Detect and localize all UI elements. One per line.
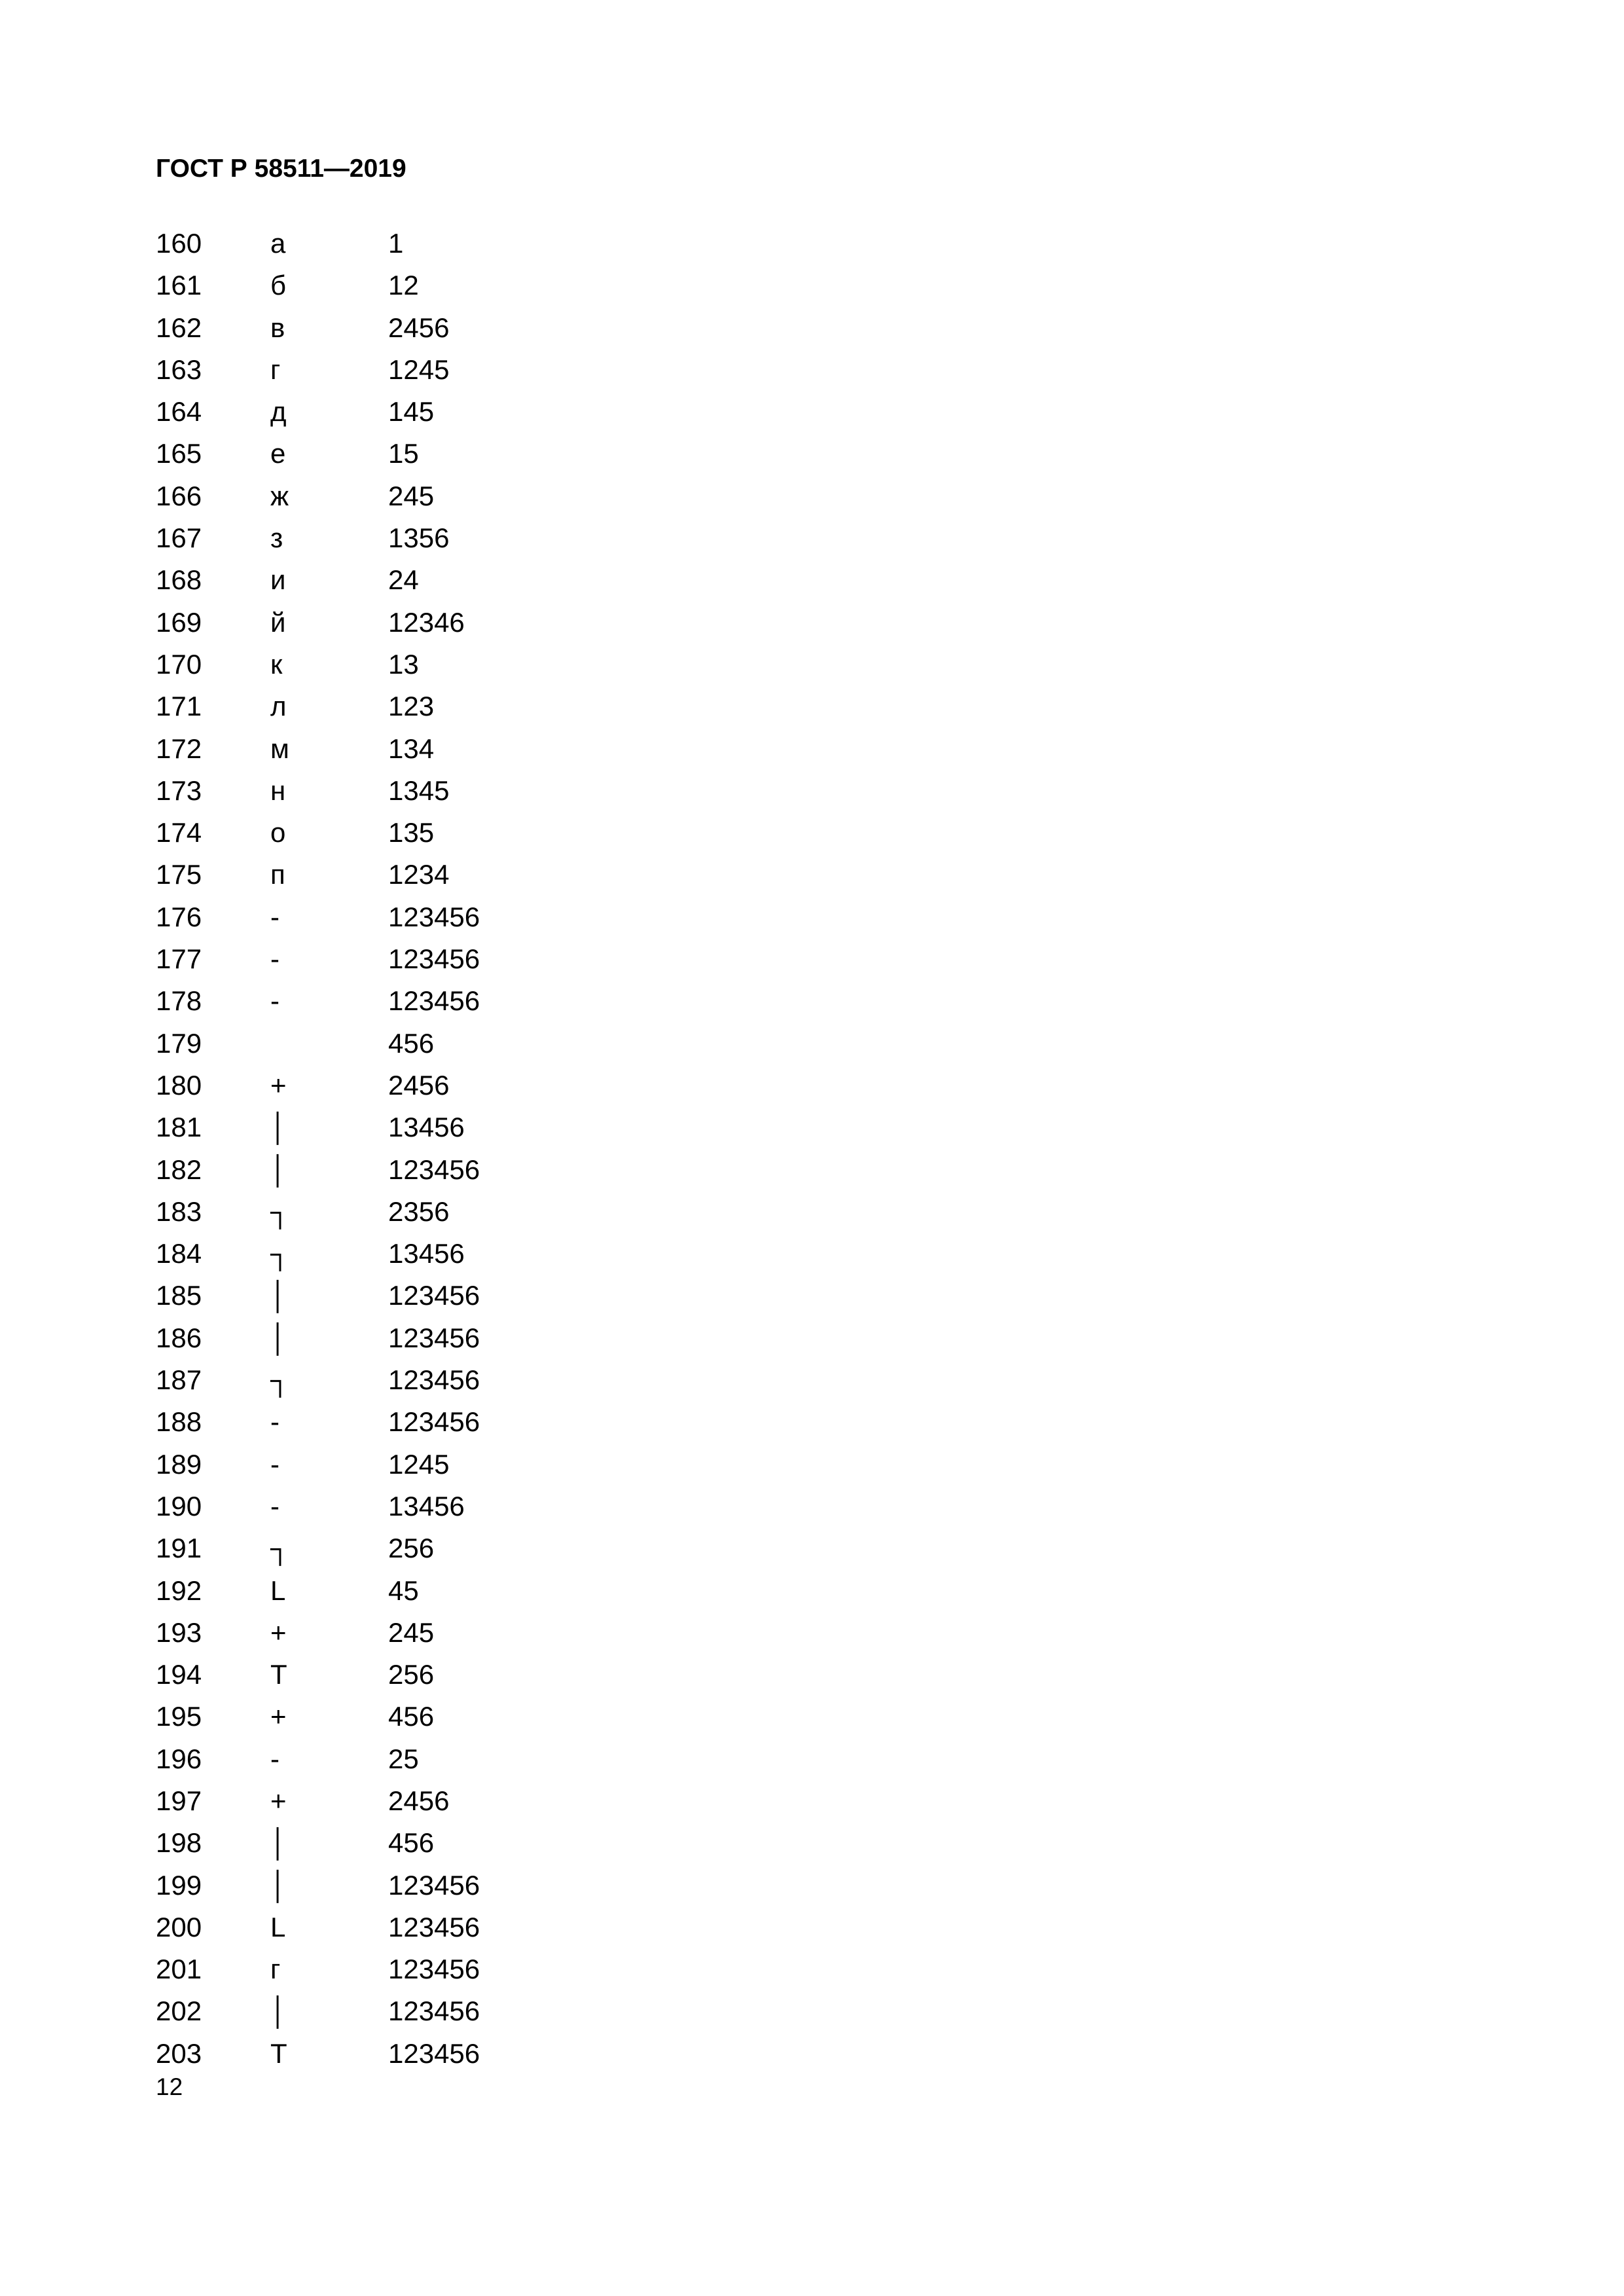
braille-dots-cell: 1345 (388, 774, 450, 806)
braille-dots-cell: 45 (388, 1575, 419, 1606)
character-cell: │ (270, 1280, 288, 1311)
table-row (156, 1654, 745, 1696)
table-row (156, 1149, 745, 1191)
table-row (156, 1233, 745, 1275)
character-cell: │ (270, 1154, 288, 1185)
braille-dots-cell: 1245 (388, 1448, 450, 1480)
code-cell: 174 (156, 817, 202, 848)
braille-dots-cell: 13456 (388, 1490, 465, 1522)
table-row (156, 938, 745, 980)
braille-dots-cell: 123456 (388, 1995, 480, 2027)
table-row (156, 1696, 745, 1738)
character-cell: ┐ (270, 1195, 290, 1227)
table-row (156, 1527, 745, 1569)
table-row (156, 1444, 745, 1485)
table-row (156, 1865, 745, 1906)
code-cell: 183 (156, 1195, 202, 1227)
character-cell: п (270, 859, 285, 890)
code-cell: 184 (156, 1238, 202, 1269)
character-cell: д (270, 396, 287, 428)
character-cell: + (270, 1701, 287, 1732)
braille-dots-cell: 24 (388, 564, 419, 596)
braille-dots-cell: 1245 (388, 354, 450, 385)
code-cell: 178 (156, 985, 202, 1017)
braille-dots-cell: 245 (388, 480, 435, 511)
character-cell: │ (270, 1322, 288, 1353)
code-cell: 167 (156, 522, 202, 554)
braille-dots-cell: 13456 (388, 1112, 465, 1143)
braille-dots-cell: 2356 (388, 1195, 450, 1227)
page-number: 12 (156, 2073, 183, 2100)
table-row (156, 1401, 745, 1443)
code-cell: 202 (156, 1995, 202, 2027)
table-row (156, 685, 745, 727)
table-row (156, 1023, 745, 1065)
character-cell: ┐ (270, 1533, 290, 1564)
braille-dots-cell: 1234 (388, 859, 450, 890)
code-cell: 180 (156, 1069, 202, 1101)
braille-dots-cell: 134 (388, 733, 435, 764)
table-row (156, 854, 745, 896)
table-row (156, 1106, 745, 1148)
character-cell: ┐ (270, 1238, 290, 1269)
character-cell: ┐ (270, 1364, 290, 1396)
code-cell: 172 (156, 733, 202, 764)
character-cell: л (270, 691, 287, 722)
braille-dots-cell: 123456 (388, 1322, 480, 1353)
character-cell: к (270, 648, 283, 680)
character-cell: и (270, 564, 286, 596)
braille-dots-cell: 456 (388, 1827, 435, 1859)
table-row (156, 644, 745, 685)
braille-dots-cell: 2456 (388, 312, 450, 343)
code-cell: 199 (156, 1869, 202, 1901)
braille-dots-cell: 256 (388, 1533, 435, 1564)
code-cell: 177 (156, 943, 202, 975)
braille-dots-cell: 1356 (388, 522, 450, 554)
table-row (156, 896, 745, 938)
table-row (156, 1065, 745, 1106)
table-row (156, 1612, 745, 1654)
code-cell: 200 (156, 1911, 202, 1942)
braille-dots-cell: 123 (388, 691, 435, 722)
character-cell: T (270, 1659, 287, 1690)
braille-dots-cell: 15 (388, 438, 419, 469)
code-cell: 181 (156, 1112, 202, 1143)
character-cell: │ (270, 1995, 288, 2027)
character-cell: │ (270, 1112, 288, 1143)
character-cell: н (270, 774, 286, 806)
braille-dots-cell: 13456 (388, 1238, 465, 1269)
table-row (156, 1275, 745, 1317)
code-cell: 175 (156, 859, 202, 890)
braille-dots-cell: 456 (388, 1027, 435, 1059)
braille-code-table (156, 223, 745, 2075)
code-cell: 188 (156, 1406, 202, 1438)
character-cell: й (270, 606, 286, 638)
code-cell: 170 (156, 648, 202, 680)
braille-dots-cell: 123456 (388, 1364, 480, 1396)
table-row (156, 1948, 745, 1990)
character-cell: м (270, 733, 289, 764)
character-cell: - (270, 985, 280, 1017)
braille-dots-cell: 123456 (388, 1280, 480, 1311)
code-cell: 186 (156, 1322, 202, 1353)
character-cell: е (270, 438, 286, 469)
braille-dots-cell: 25 (388, 1743, 419, 1774)
table-row (156, 559, 745, 601)
code-cell: 165 (156, 438, 202, 469)
code-cell: 169 (156, 606, 202, 638)
character-cell: │ (270, 1869, 288, 1901)
code-cell: 195 (156, 1701, 202, 1732)
code-cell: 168 (156, 564, 202, 596)
table-row (156, 602, 745, 644)
code-cell: 190 (156, 1490, 202, 1522)
character-cell: + (270, 1785, 287, 1816)
table-row (156, 1359, 745, 1401)
code-cell: 198 (156, 1827, 202, 1859)
code-cell: 193 (156, 1616, 202, 1648)
table-row (156, 1317, 745, 1359)
code-cell: 176 (156, 901, 202, 932)
table-row (156, 1780, 745, 1822)
character-cell: - (270, 1406, 280, 1438)
table-row (156, 223, 745, 264)
character-cell: │ (270, 1827, 288, 1859)
character-cell: в (270, 312, 285, 343)
character-cell: г (270, 354, 281, 385)
braille-dots-cell: 256 (388, 1659, 435, 1690)
braille-dots-cell: 123456 (388, 2037, 480, 2069)
table-row (156, 391, 745, 433)
code-cell: 187 (156, 1364, 202, 1396)
character-cell: б (270, 270, 287, 301)
braille-dots-cell: 123456 (388, 943, 480, 975)
character-cell: T (270, 2037, 287, 2069)
table-row (156, 475, 745, 517)
character-cell: + (270, 1616, 287, 1648)
table-row (156, 1570, 745, 1612)
table-row (156, 1822, 745, 1864)
document-header: ГОСТ Р 58511—2019 (156, 155, 406, 183)
table-row (156, 2033, 745, 2075)
code-cell: 191 (156, 1533, 202, 1564)
table-row (156, 1990, 745, 2032)
code-cell: 194 (156, 1659, 202, 1690)
table-row (156, 770, 745, 812)
braille-dots-cell: 135 (388, 817, 435, 848)
table-row (156, 728, 745, 770)
code-cell: 196 (156, 1743, 202, 1774)
braille-dots-cell: 12346 (388, 606, 465, 638)
code-cell: 163 (156, 354, 202, 385)
character-cell: - (270, 1743, 280, 1774)
code-cell: 164 (156, 396, 202, 428)
character-cell: L (270, 1575, 286, 1606)
braille-dots-cell: 123456 (388, 1869, 480, 1901)
code-cell: 197 (156, 1785, 202, 1816)
braille-dots-cell: 123456 (388, 901, 480, 932)
braille-dots-cell: 2456 (388, 1785, 450, 1816)
braille-dots-cell: 145 (388, 396, 435, 428)
code-cell: 161 (156, 270, 202, 301)
character-cell: - (270, 901, 280, 932)
table-row (156, 812, 745, 854)
braille-dots-cell: 123456 (388, 1954, 480, 1985)
table-row (156, 264, 745, 306)
character-cell: - (270, 1490, 280, 1522)
braille-dots-cell: 1 (388, 228, 404, 259)
code-cell: 182 (156, 1154, 202, 1185)
character-cell: ж (270, 480, 289, 511)
braille-dots-cell: 123456 (388, 1154, 480, 1185)
character-cell: + (270, 1069, 287, 1101)
table-row (156, 433, 745, 475)
table-row (156, 1738, 745, 1780)
braille-dots-cell: 456 (388, 1701, 435, 1732)
table-row (156, 307, 745, 349)
character-cell: - (270, 1448, 280, 1480)
table-row (156, 1485, 745, 1527)
character-cell: з (270, 522, 283, 554)
braille-dots-cell: 2456 (388, 1069, 450, 1101)
code-cell: 189 (156, 1448, 202, 1480)
braille-dots-cell: 12 (388, 270, 419, 301)
table-row (156, 1191, 745, 1233)
code-cell: 162 (156, 312, 202, 343)
braille-dots-cell: 13 (388, 648, 419, 680)
code-cell: 203 (156, 2037, 202, 2069)
table-row (156, 1906, 745, 1948)
code-cell: 160 (156, 228, 202, 259)
braille-dots-cell: 245 (388, 1616, 435, 1648)
table-row (156, 349, 745, 391)
code-cell: 179 (156, 1027, 202, 1059)
code-cell: 201 (156, 1954, 202, 1985)
braille-dots-cell: 123456 (388, 985, 480, 1017)
table-row (156, 980, 745, 1022)
code-cell: 166 (156, 480, 202, 511)
code-cell: 185 (156, 1280, 202, 1311)
code-cell: 171 (156, 691, 202, 722)
character-cell: - (270, 943, 280, 975)
braille-dots-cell: 123456 (388, 1406, 480, 1438)
character-cell: а (270, 228, 286, 259)
character-cell: о (270, 817, 286, 848)
code-cell: 192 (156, 1575, 202, 1606)
braille-dots-cell: 123456 (388, 1911, 480, 1942)
table-row (156, 517, 745, 559)
character-cell: г (270, 1954, 281, 1985)
character-cell: L (270, 1911, 286, 1942)
code-cell: 173 (156, 774, 202, 806)
